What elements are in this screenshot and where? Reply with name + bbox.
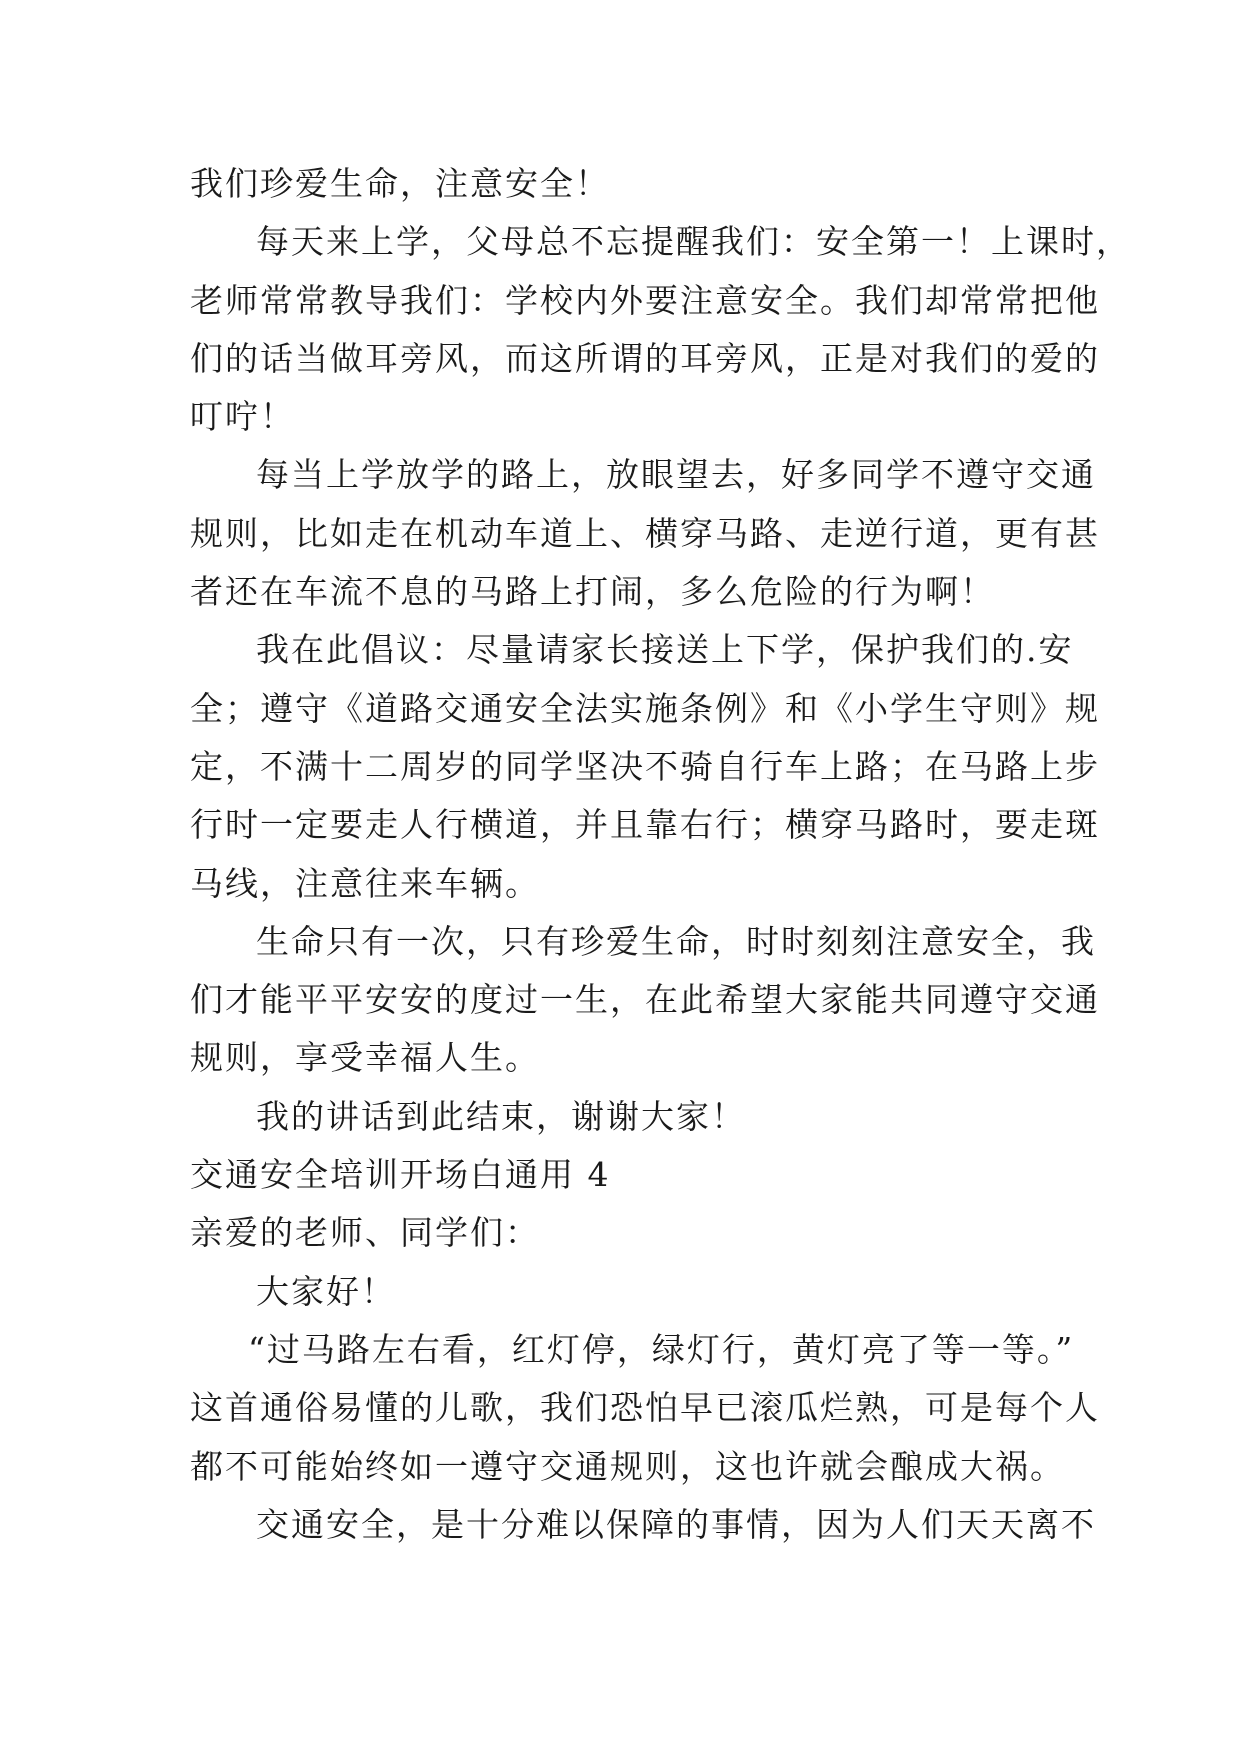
text-line: 定，不满十二周岁的同学坚决不骑自行车上路；在马路上步 bbox=[190, 746, 1100, 786]
text-line: 我们珍爱生命，注意安全！ bbox=[190, 164, 610, 203]
document-body bbox=[190, 155, 1131, 1554]
section-heading: 交通安全培训开场白通用 4 bbox=[190, 1155, 611, 1195]
text-line: 规则，比如走在机动车道上、横穿马路、走逆行道，更有甚 bbox=[190, 513, 1100, 553]
text-line: 我的讲话到此结束，谢谢大家！ bbox=[256, 1096, 746, 1136]
text-line: 行时一定要走人行横道，并且靠右行；横穿马路时，要走斑 bbox=[190, 805, 1100, 845]
text-line: 老师常常教导我们：学校内外要注意安全。我们却常常把他 bbox=[190, 280, 1100, 320]
text-line: 们的话当做耳旁风，而这所谓的耳旁风，正是对我们的爱的 bbox=[190, 338, 1100, 378]
text-line: 每当上学放学的路上，放眼望去，好多同学不遵守交通 bbox=[256, 455, 1096, 495]
text-line: 们才能平平安安的度过一生，在此希望大家能共同遵守交通 bbox=[190, 980, 1100, 1020]
text-line: 全；遵守《道路交通安全法实施条例》和《小学生守则》规 bbox=[190, 688, 1100, 728]
text-line: 叮咛！ bbox=[190, 397, 295, 437]
text-line: 规则，享受幸福人生。 bbox=[190, 1038, 540, 1078]
text-line: 每天来上学，父母总不忘提醒我们：安全第一！上课时， bbox=[256, 222, 1131, 262]
text-line: “过马路左右看，红灯停，绿灯行，黄灯亮了等一等。” bbox=[248, 1329, 1075, 1369]
text-line: 者还在车流不息的马路上打闹，多么危险的行为啊！ bbox=[190, 572, 995, 612]
text-line: 我在此倡议：尽量请家长接送上下学，保护我们的.安 bbox=[256, 630, 1074, 670]
text-line: 这首通俗易懂的儿歌，我们恐怕早已滚瓜烂熟，可是每个人 bbox=[190, 1388, 1100, 1428]
text-line: 生命只有一次，只有珍爱生命，时时刻刻注意安全，我 bbox=[256, 921, 1096, 961]
text-line: 交通安全，是十分难以保障的事情，因为人们天天离不 bbox=[256, 1504, 1096, 1544]
text-line: 都不可能始终如一遵守交通规则，这也许就会酿成大祸。 bbox=[190, 1446, 1065, 1486]
greeting: 大家好！ bbox=[256, 1271, 396, 1311]
salutation: 亲爱的老师、同学们： bbox=[190, 1213, 540, 1253]
text-line: 马线，注意往来车辆。 bbox=[190, 863, 540, 903]
